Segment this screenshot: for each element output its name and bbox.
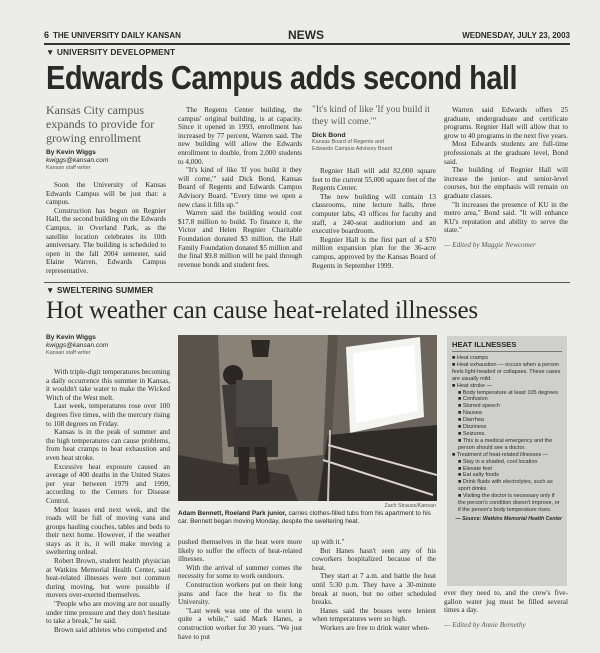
paragraph: "It's kind of like 'If you build it they will come,'" said Dick Bond, Kansas Board of Regents and Edwards Campus Advisory Board. "Every time we open a new class it fills up.": [178, 166, 302, 209]
pullquote-name: Dick Bond: [312, 132, 346, 139]
paper-name: THE UNIVERSITY DAILY KANSAN: [53, 31, 181, 40]
paragraph: Regnier Hall will add 82,000 square feet to the current 55,000 square feet of the Regents Center.: [312, 167, 436, 193]
story2-editor: — Edited by Annie Bernethy: [444, 620, 526, 629]
story1-col2: [178, 106, 302, 269]
paragraph: ever they need to, and the crew's five-gallon water jug must be filled several times a day.: [444, 589, 568, 615]
story1-col1: [46, 181, 166, 276]
story1-email: kwiggs@kansan.com: [46, 157, 109, 164]
paragraph: up with it.": [312, 538, 345, 546]
list-item: ■ Heat cramps: [452, 355, 489, 361]
caption-subject: Adam Bennett, Roeland Park junior,: [178, 510, 287, 517]
caption-text: carries clothes-filled tubs from his apartment to his car. Bennett began moving Monday, despite the sweltering heat.: [178, 510, 431, 525]
list-item: ■ Heat stroke —: [452, 382, 493, 389]
masthead-rule: [44, 43, 570, 45]
paragraph: With the arrival of summer comes the necessity for some to work outdoors.: [178, 563, 302, 581]
paragraph: "People who are moving are not usually under time pressure and they don't hesitate to take a break," he said.: [46, 600, 170, 626]
story1-headline: Edwards Campus adds second hall: [46, 59, 517, 96]
paragraph: But Hanes hasn't seen any of his coworkers hospitalized because of the heat.: [312, 546, 436, 572]
list-item: ■ Elevate feet: [458, 465, 492, 472]
paragraph: Workers are free to drink water when-: [320, 623, 430, 632]
triangle-down-icon: ▼: [46, 47, 55, 57]
list-item: ■ Body temperature at least 105 degrees: [458, 389, 558, 396]
story2-kicker-text: SWELTERING SUMMER: [56, 285, 154, 295]
story2-author: By Kevin Wiggs: [46, 334, 96, 341]
list-item: ■ Seizures.: [458, 430, 486, 437]
story1-author: By Kevin Wiggs: [46, 149, 96, 156]
paragraph: Robert Brown, student health physician at Watkins Memorial Health Center, said heat-related illnesses were not common during moving, but were possible if movers over-exerted themselves.: [46, 557, 170, 600]
paragraph: Regnier Hall is the first part of a $70 million expansion plan for the 36-acre campus, approved by the Kansas Board of Regents in September 1999.: [312, 235, 436, 270]
paragraph: The new building will contain 13 classrooms, nine lecture halls, three computer labs, 43 offices for faculty and staff, a 240-seat auditorium and an executive boardroom.: [312, 192, 436, 236]
story2-col4: [444, 589, 568, 629]
list-item: ■ This is a medical emergency and the person should see a doctor.: [458, 437, 553, 451]
paragraph: "Last week was one of the worst in quite a while," said Mark Hanes, a construction worker for 30 years. "We just have to put: [178, 606, 302, 641]
page-number: 6: [44, 30, 50, 40]
paragraph: Most Edwards students are full-time professionals at the graduate level, Bond said.: [444, 140, 568, 166]
heat-illnesses-sidebar: [447, 336, 567, 586]
story1-pullquote: [312, 104, 434, 153]
story2-col1: [46, 368, 170, 634]
list-item: ■ Confusion: [458, 396, 488, 403]
story2-kicker: [46, 285, 153, 295]
moving-photo-illustration: [178, 335, 437, 501]
paragraph: They start at 7 a.m. and battle the heat until 5:30 p.m. They have a 30-minute break at noon, but no other scheduled breaks.: [312, 572, 436, 607]
list-item: ■ Stay in a shaded, cool location: [458, 458, 538, 465]
pullquote-title2: Edwards Campus Advisory Board: [312, 146, 393, 152]
story2-headline: Hot weather can cause heat-related illnesses: [46, 297, 478, 324]
paragraph: The Regents Center building, the campus' original building, is at capacity. Since it opened in 1993, enrollment has increased by 77 percent, Warren said. The new building will allow the Edwards enrollment to double, from 2,000 students to 4,000.: [178, 106, 302, 166]
list-item: ■ Nausea: [458, 410, 482, 417]
list-item: ■ Eat salty foods: [458, 472, 499, 479]
paragraph: Brown said athletes who competed and: [54, 625, 167, 634]
pullquote-title1: Kansas Board of Regents and: [312, 139, 384, 145]
list-item: ■ Heat exhaustion — occurs when a person feels light-headed or collapses. These cases are usually mild.: [452, 361, 561, 382]
paragraph: Construction workers put on their long jeans and face the heat to fix the University.: [178, 580, 302, 607]
list-item: ■ Visiting the doctor is necessary only if the person's condition doesn't improve, or if the person's body temperature rises.: [458, 493, 560, 513]
sidebar-list: [452, 355, 562, 514]
story2-author-title: Kansan staff writer: [46, 350, 91, 356]
list-item: ■ Diarrhea: [458, 417, 484, 424]
masthead: [44, 28, 570, 42]
story2-photo: [178, 335, 437, 501]
paragraph: "It increases the presence of KU in the metro area," Bond said. "It will enhance KU's reputation and ability to serve the state.": [444, 200, 568, 235]
story1-deck: Kansas City campus expands to provide for growing enrollment: [46, 103, 155, 145]
story2-byline: [46, 334, 168, 357]
story1-author-title: Kansan staff writer: [46, 165, 91, 171]
list-item: ■ Slurred speech: [458, 403, 500, 410]
sidebar-title: HEAT ILLNESSES: [452, 340, 562, 352]
paragraph: Construction has begun on Regnier Hall, the second building on the Edwards Campus, in Overland Park, as the satellite location celebrates its 10th anniversary. The building is scheduled to open in the fall 2004 semester, said Elaine Warren, Edwards Campus representative.: [46, 206, 166, 275]
story1-kicker: [46, 47, 175, 57]
paragraph: Warren said Edwards offers 25 graduate, undergraduate and certificate programs. Regnier Hall will allow that to grow to 40 programs in the next five years.: [444, 106, 568, 140]
paragraph: Kansas is in the peak of summer and the high temperatures can cause problems, from heat cramps to heat exhaustion and even heat stroke.: [46, 428, 170, 462]
paragraph: The building of Regnier Hall will increase the junior- and senior-level courses, but the emphasis will remain on graduate classes.: [444, 166, 568, 200]
photo-caption: [178, 510, 436, 526]
story2-col2: [178, 538, 302, 641]
sidebar-source: — Source: Watkins Memorial Health Center: [455, 515, 562, 522]
photo-credit: Zach Strauss/Kansan: [384, 503, 436, 509]
story1-editor: — Edited by Maggie Newcomer: [444, 240, 536, 249]
section-name: NEWS: [288, 28, 324, 42]
pullquote-text: "It's kind of like 'If you build it they will come.'": [312, 105, 430, 127]
story1-col4: [444, 106, 568, 250]
paragraph: Excessive heat exposure caused an average of 400 deaths in the United States per year between 1979 and 1999, according to the Centers for Disease Control.: [46, 462, 170, 505]
paragraph: Warren said the building would cost $17.8 million to build. To finance it, the Victor and Helen Regnier Charitable Foundation donated $3 million, the Hall Family Foundation donated $5 million and the final $9.8 million will be paid through revenue bonds and student fees.: [178, 209, 302, 269]
list-item: ■ Dizziness: [458, 424, 487, 431]
list-item: ■ Treatment of heat-related illnesses —: [452, 451, 549, 458]
paragraph: pushed themselves in the heat were more likely to suffer the effects of heat-related illnesses.: [178, 538, 302, 564]
paragraph: Most leases end next week, and the roads will be full of moving vans and groups hauling couches, tables and beds to their next home. However, if the weather stays as it is, it will make moving a sweltering ordeal.: [46, 505, 170, 557]
paragraph: Soon the University of Kansas Edwards Campus will be just that: a campus.: [46, 181, 166, 207]
story2-col3: [312, 538, 436, 633]
paragraph: With triple-digit temperatures becoming a daily occurrence this summer in Kansas, it wouldn't take water to make the Wicked Witch of the West melt.: [46, 368, 170, 402]
paragraph: Last week, temperatures rose over 100 degrees five times, with the mercury rising to 108 degrees on Friday.: [46, 402, 170, 428]
story1-col3: [312, 167, 436, 270]
story-divider: [44, 282, 570, 283]
triangle-down-icon: ▼: [46, 285, 55, 295]
story1-kicker-text: UNIVERSITY DEVELOPMENT: [56, 47, 176, 57]
list-item: ■ Drink fluids with electrolytes, such as sport drinks: [458, 479, 553, 493]
paragraph: Hanes said the bosses were lenient when temperatures were so high.: [312, 606, 436, 624]
story2-email: kwiggs@kansan.com: [46, 342, 109, 349]
issue-date: WEDNESDAY, JULY 23, 2003: [462, 31, 570, 40]
story1-byline: [46, 149, 166, 172]
